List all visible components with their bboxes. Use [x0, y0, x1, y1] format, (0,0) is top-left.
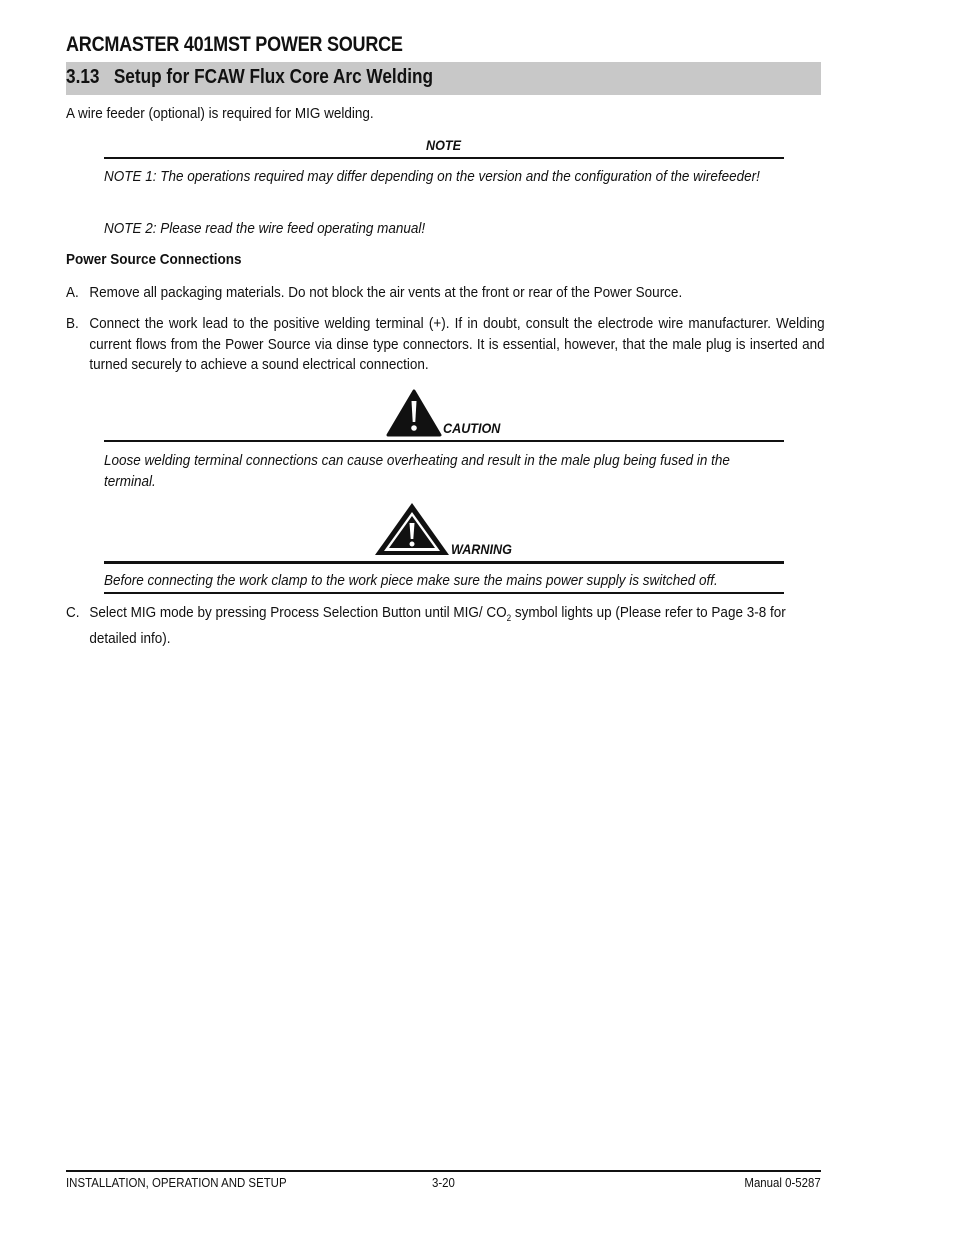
- section-title: [66, 66, 433, 89]
- list-text-c: [89, 603, 824, 649]
- co2-subscript: 2: [506, 613, 512, 623]
- warning-bottom-rule: [104, 592, 784, 594]
- list-text-c-part2: symbol lights up (Please refer to Page 3-8 for detailed info).: [89, 604, 786, 647]
- warning-text: Before connecting the work clamp to the work piece make sure the mains power supply is switched off.: [104, 572, 718, 589]
- section-number: 3.13: [66, 66, 100, 88]
- note-label: NOTE: [426, 137, 462, 153]
- section-title-text: Setup for FCAW Flux Core Arc Welding: [113, 66, 433, 88]
- warning-rule: [104, 561, 784, 564]
- note-2-text: NOTE 2: Please read the wire feed operating manual!: [104, 220, 426, 237]
- intro-text: A wire feeder (optional) is required for MIG welding.: [66, 105, 374, 122]
- footer-manual-number: Manual 0-5287: [744, 1175, 821, 1190]
- note-1-text: NOTE 1: The operations required may differ depending on the version and the configuration of the wirefeeder!: [104, 168, 760, 185]
- list-marker-a: A.: [66, 284, 79, 301]
- footer-page-number: 3-20: [432, 1175, 455, 1190]
- note-rule: [104, 157, 784, 159]
- caution-triangle-icon: [386, 389, 442, 437]
- document-title: ARCMASTER 401MST POWER SOURCE: [66, 33, 403, 56]
- list-text-c-part1: Select MIG mode by pressing Process Selection Button until MIG/ CO: [89, 604, 507, 621]
- warning-label: WARNING: [451, 541, 512, 557]
- list-marker-c: C.: [66, 604, 80, 621]
- list-marker-b: B.: [66, 315, 79, 332]
- footer-rule: [66, 1170, 821, 1172]
- warning-triangle-icon: [373, 501, 451, 557]
- list-text-b: Connect the work lead to the positive welding terminal (+). If in doubt, consult the electrode wire manufacturer. Welding current flows from the Power Source via dinse type connectors. It is essential, however, that the male plug is inserted and turned securely to achieve a sound electrical connection.: [89, 315, 825, 373]
- footer-section-name: INSTALLATION, OPERATION AND SETUP: [66, 1175, 287, 1190]
- caution-rule: [104, 440, 784, 442]
- caution-text: Loose welding terminal connections can cause overheating and result in the male plug being fused in the terminal.: [104, 452, 730, 490]
- caution-label: CAUTION: [443, 420, 501, 436]
- power-source-connections-heading: Power Source Connections: [66, 251, 242, 268]
- list-text-a: Remove all packaging materials. Do not block the air vents at the front or rear of the Power Source.: [89, 284, 683, 301]
